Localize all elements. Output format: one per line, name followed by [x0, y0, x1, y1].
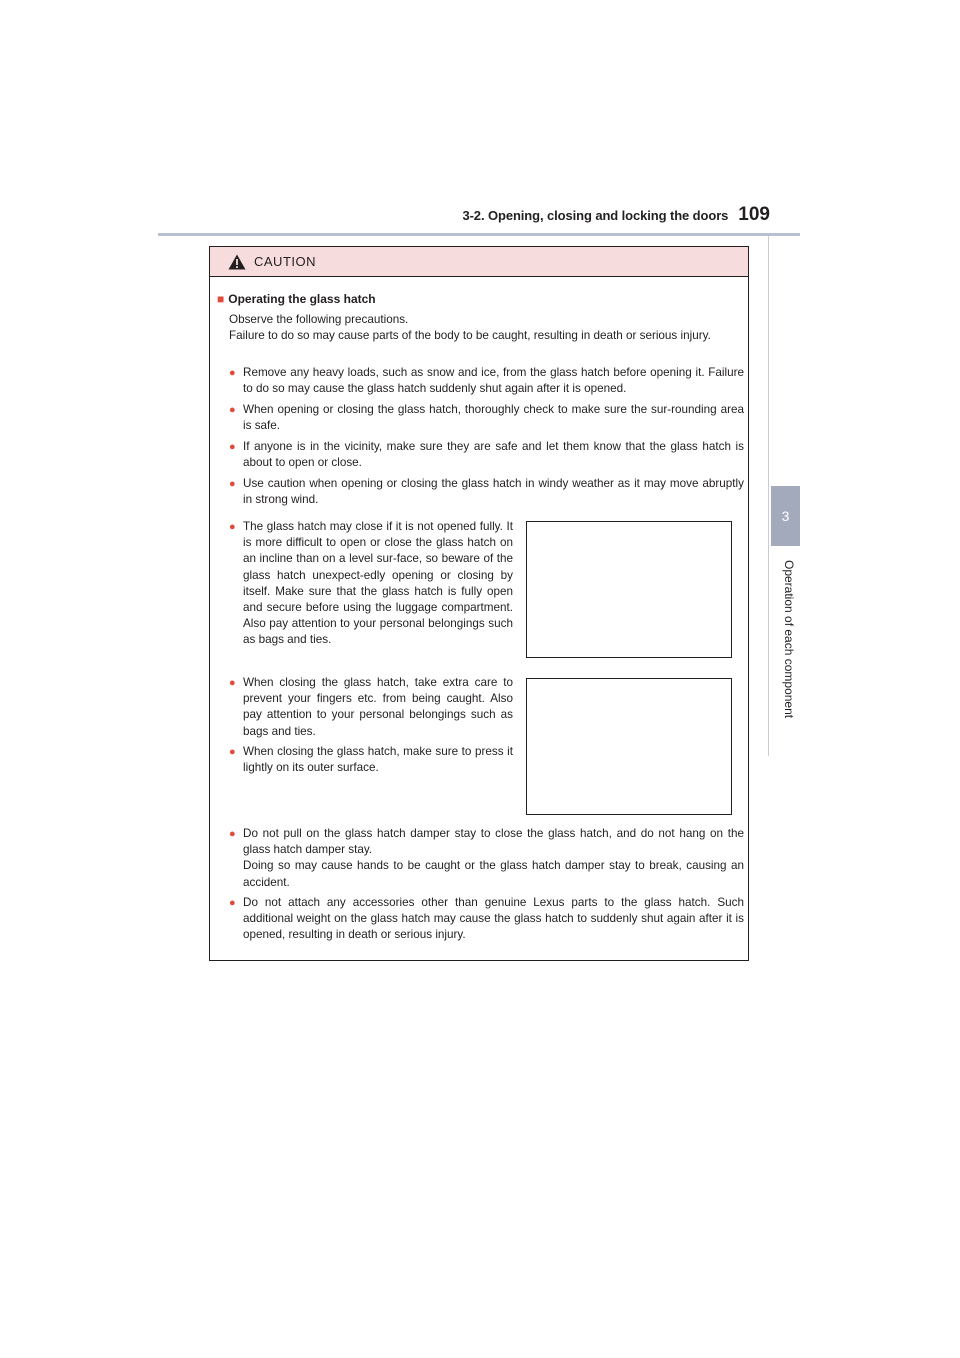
caution-box: [209, 246, 749, 961]
section-title: 3-2. Opening, closing and locking the doors: [462, 208, 729, 223]
bullet-dot-icon: ●: [229, 828, 236, 840]
page-number: 109: [738, 204, 770, 225]
bullet-dot-icon: ●: [229, 521, 236, 533]
list-item: ● If anyone is in the vicinity, make sure they are safe and let them know that the glass hatch is about to open or close.: [229, 440, 744, 470]
page-header: [158, 204, 770, 231]
bullet-dot-icon: ●: [229, 441, 236, 453]
list-item: ● When closing the glass hatch, make sure to press it lightly on its outer surface.: [229, 745, 513, 775]
list-item: ● When closing the glass hatch, take extra care to prevent your fingers etc. from being caught. Also pay attention to your personal belongings such as bags and ties.: [229, 676, 513, 738]
bullet-dot-icon: ●: [229, 677, 236, 689]
bullet-dot-icon: ●: [229, 897, 236, 909]
list-item: ● Use caution when opening or closing the glass hatch in windy weather as it may move abruptly in strong wind.: [229, 477, 744, 507]
list-item: ● Do not attach any accessories other than genuine Lexus parts to the glass hatch. Such additional weight on the glass hatch may cause the glass hatch to suddenly shut again after it is opened, resulting in death or serious injury.: [229, 896, 744, 942]
illustration-glass-hatch-close: [526, 678, 732, 815]
caution-content: [210, 277, 748, 960]
list-item: ● The glass hatch may close if it is not opened fully. It is more difficult to open or close the glass hatch on an incline than on a level sur-face, so beware of the glass hatch unexpect-edly opening or closing by itself. Make sure that the glass hatch is fully open and secure before using the luggage compartment. Also pay attention to your personal belongings such as bags and ties.: [229, 520, 513, 647]
bullet-dot-icon: ●: [229, 367, 236, 379]
caution-label: CAUTION: [254, 254, 316, 269]
caution-heading: ■ Operating the glass hatch: [217, 292, 376, 306]
bullet-dot-icon: ●: [229, 404, 236, 416]
chapter-tab: 3: [771, 486, 800, 546]
warning-triangle-icon: [228, 254, 246, 270]
caution-header: [210, 247, 748, 277]
bullet-dot-icon: ●: [229, 478, 236, 490]
header-rule: [158, 233, 800, 236]
chapter-title: Operation of each component: [782, 560, 796, 719]
illustration-glass-hatch-open: [526, 521, 732, 658]
list-item: ● When opening or closing the glass hatch, thoroughly check to make sure the sur-rounding area is safe.: [229, 403, 744, 433]
bullet-dot-icon: ●: [229, 746, 236, 758]
square-bullet-icon: ■: [217, 292, 225, 306]
list-item: ● Remove any heavy loads, such as snow and ice, from the glass hatch before opening it. Failure to do so may cause the glass hatch suddenly shut again after it is opened.: [229, 366, 744, 396]
intro-text: Observe the following precautions. Failure to do so may cause parts of the body to be caught, resulting in death or serious injury.: [229, 313, 711, 343]
list-item: ● Do not pull on the glass hatch damper stay to close the glass hatch, and do not hang on the glass hatch damper stay. Doing so may cause hands to be caught or the glass hatch damper stay to break, causing an accident.: [229, 827, 744, 889]
side-rule: [768, 236, 769, 756]
